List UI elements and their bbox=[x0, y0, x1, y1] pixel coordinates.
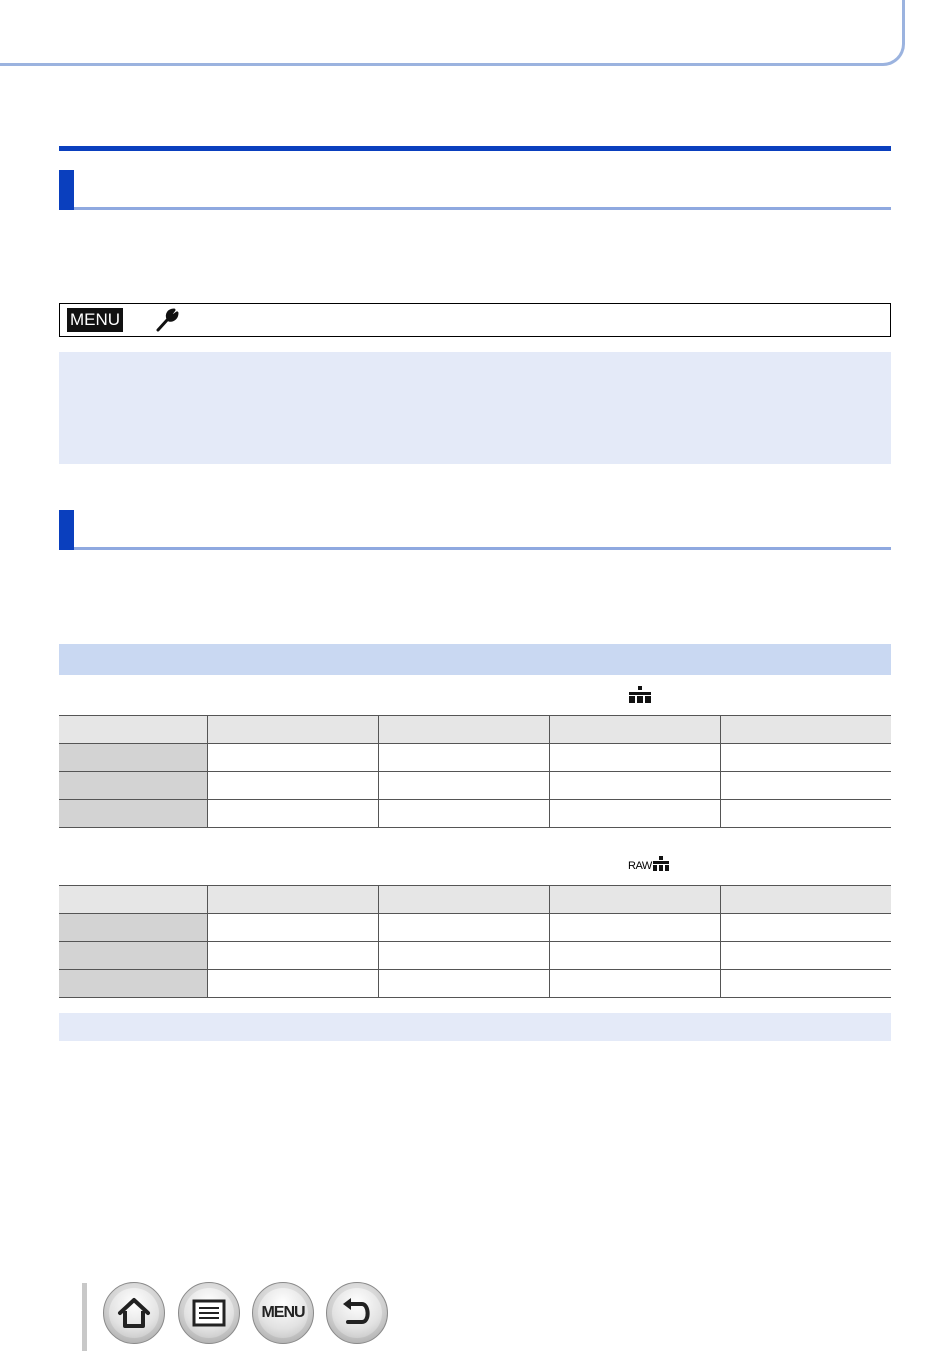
header-frame bbox=[0, 0, 905, 66]
nav-divider bbox=[82, 1283, 87, 1351]
spec-table-fine bbox=[59, 715, 891, 828]
section-heading-1 bbox=[59, 170, 891, 210]
menu-path-bar bbox=[59, 303, 891, 337]
table-row bbox=[59, 744, 891, 772]
section-heading-2 bbox=[59, 510, 891, 550]
info-box bbox=[59, 352, 891, 464]
contents-button[interactable] bbox=[178, 1282, 240, 1344]
table-row bbox=[59, 914, 891, 942]
table-row bbox=[59, 942, 891, 970]
table-header-row bbox=[59, 716, 891, 744]
wrench-icon bbox=[153, 306, 181, 334]
back-button[interactable] bbox=[326, 1282, 388, 1344]
raw-fine-quality-icon: RAW bbox=[628, 856, 670, 872]
list-icon bbox=[192, 1299, 226, 1327]
home-icon bbox=[116, 1296, 152, 1330]
menu-button[interactable] bbox=[252, 1282, 314, 1344]
fine-quality-icon bbox=[628, 686, 652, 704]
menu-badge: MENU bbox=[67, 308, 123, 332]
back-arrow-icon bbox=[340, 1298, 374, 1328]
table-header-row bbox=[59, 886, 891, 914]
table-row bbox=[59, 800, 891, 828]
table-subheading bbox=[59, 644, 891, 675]
top-rule bbox=[59, 146, 891, 151]
home-button[interactable] bbox=[103, 1282, 165, 1344]
menu-label: MENU bbox=[261, 1304, 305, 1321]
spec-table-raw bbox=[59, 885, 891, 998]
table-row bbox=[59, 970, 891, 998]
table-row bbox=[59, 772, 891, 800]
note-bar bbox=[59, 1013, 891, 1041]
